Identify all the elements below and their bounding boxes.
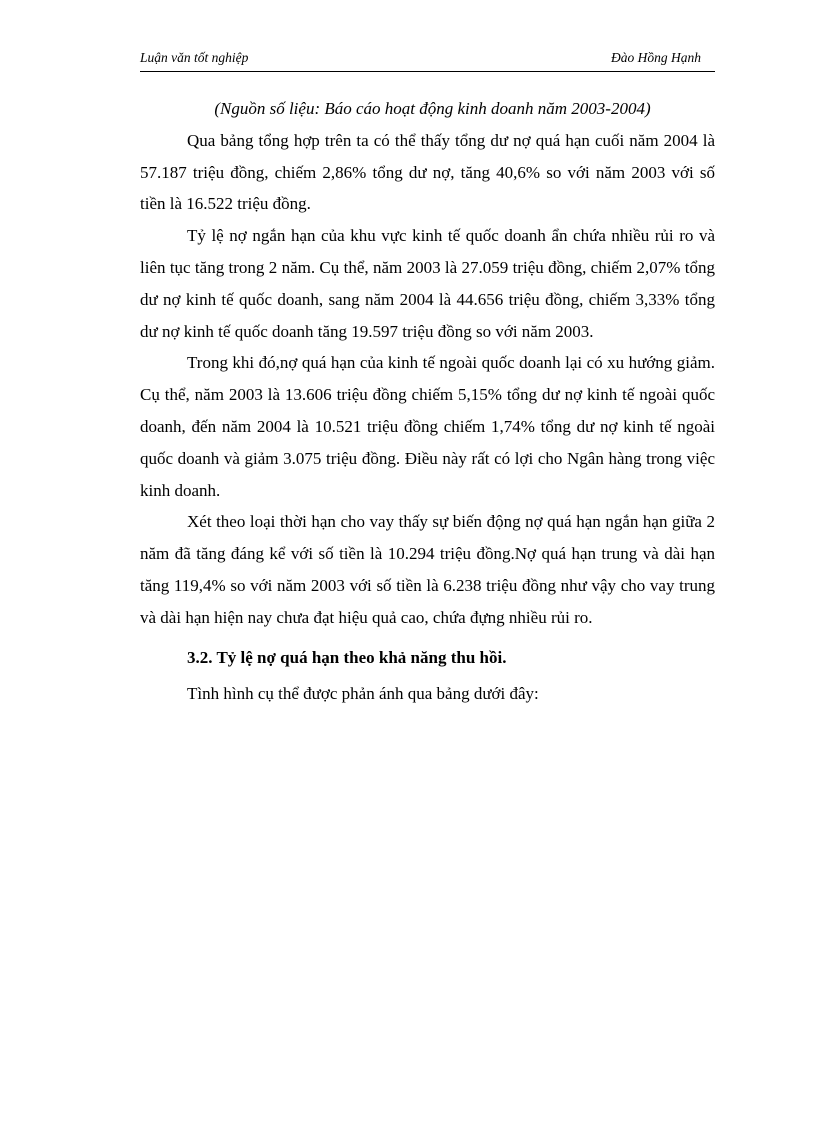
source-note: (Nguồn số liệu: Báo cáo hoạt động kinh doanh năm 2003-2004) [214,99,651,118]
document-body [140,93,715,710]
paragraph-total-overdue: Qua bảng tổng hợp trên ta có thể thấy tổng dư nợ quá hạn cuối năm 2004 là 57.187 triệu đồng, chiếm 2,86% tổng dư nợ, tăng 40,6% so với năm 2003 với số tiền là 16.522 triệu đồng. [140,130,715,214]
section-heading: 3.2. Tỷ lệ nợ quá hạn theo khả năng thu hồi. [187,647,507,667]
paragraph-loan-term: Xét theo loại thời hạn cho vay thấy sự biến động nợ quá hạn ngắn hạn giữa 2 năm đã tăng đáng kể với số tiền là 10.294 triệu đồng.Nợ quá hạn trung và dài hạn tăng 119,4% so với năm 2003 với số tiền là 6.238 triệu đồng như vậy cho vay trung và dài hạn hiện nay chưa đạt hiệu quả cao, chứa đựng nhiều rủi ro. [140,512,715,627]
paragraph-non-state-sector: Trong khi đó,nợ quá hạn của kinh tế ngoài quốc doanh lại có xu hướng giảm. Cụ thể, năm 2003 là 13.606 triệu đồng chiếm 5,15% tổng dư nợ kinh tế ngoài quốc doanh, đến năm 2004 là 10.521 triệu đồng chiếm 1,74% tổng dư nợ kinh tế ngoài quốc doanh và giảm 3.075 triệu đồng. Điều này rất có lợi cho Ngân hàng trong việc kinh doanh. [140,353,715,500]
page-header [140,49,715,72]
header-thesis-label: Luận văn tốt nghiệp [140,50,249,65]
table-intro-line: Tình hình cụ thể được phản ánh qua bảng dưới đây: [187,684,539,704]
header-author-name: Đào Hồng Hạnh [611,50,701,65]
paragraph-state-sector: Tỷ lệ nợ ngắn hạn của khu vực kinh tế quốc doanh ẩn chứa nhiều rủi ro và liên tục tăng trong 2 năm. Cụ thể, năm 2003 là 27.059 triệu đồng, chiếm 2,07% tổng dư nợ kinh tế quốc doanh, sang năm 2004 là 44.656 triệu đồng, chiếm 3,33% tổng dư nợ kinh tế quốc doanh tăng 19.597 triệu đồng so với năm 2003. [140,226,715,341]
